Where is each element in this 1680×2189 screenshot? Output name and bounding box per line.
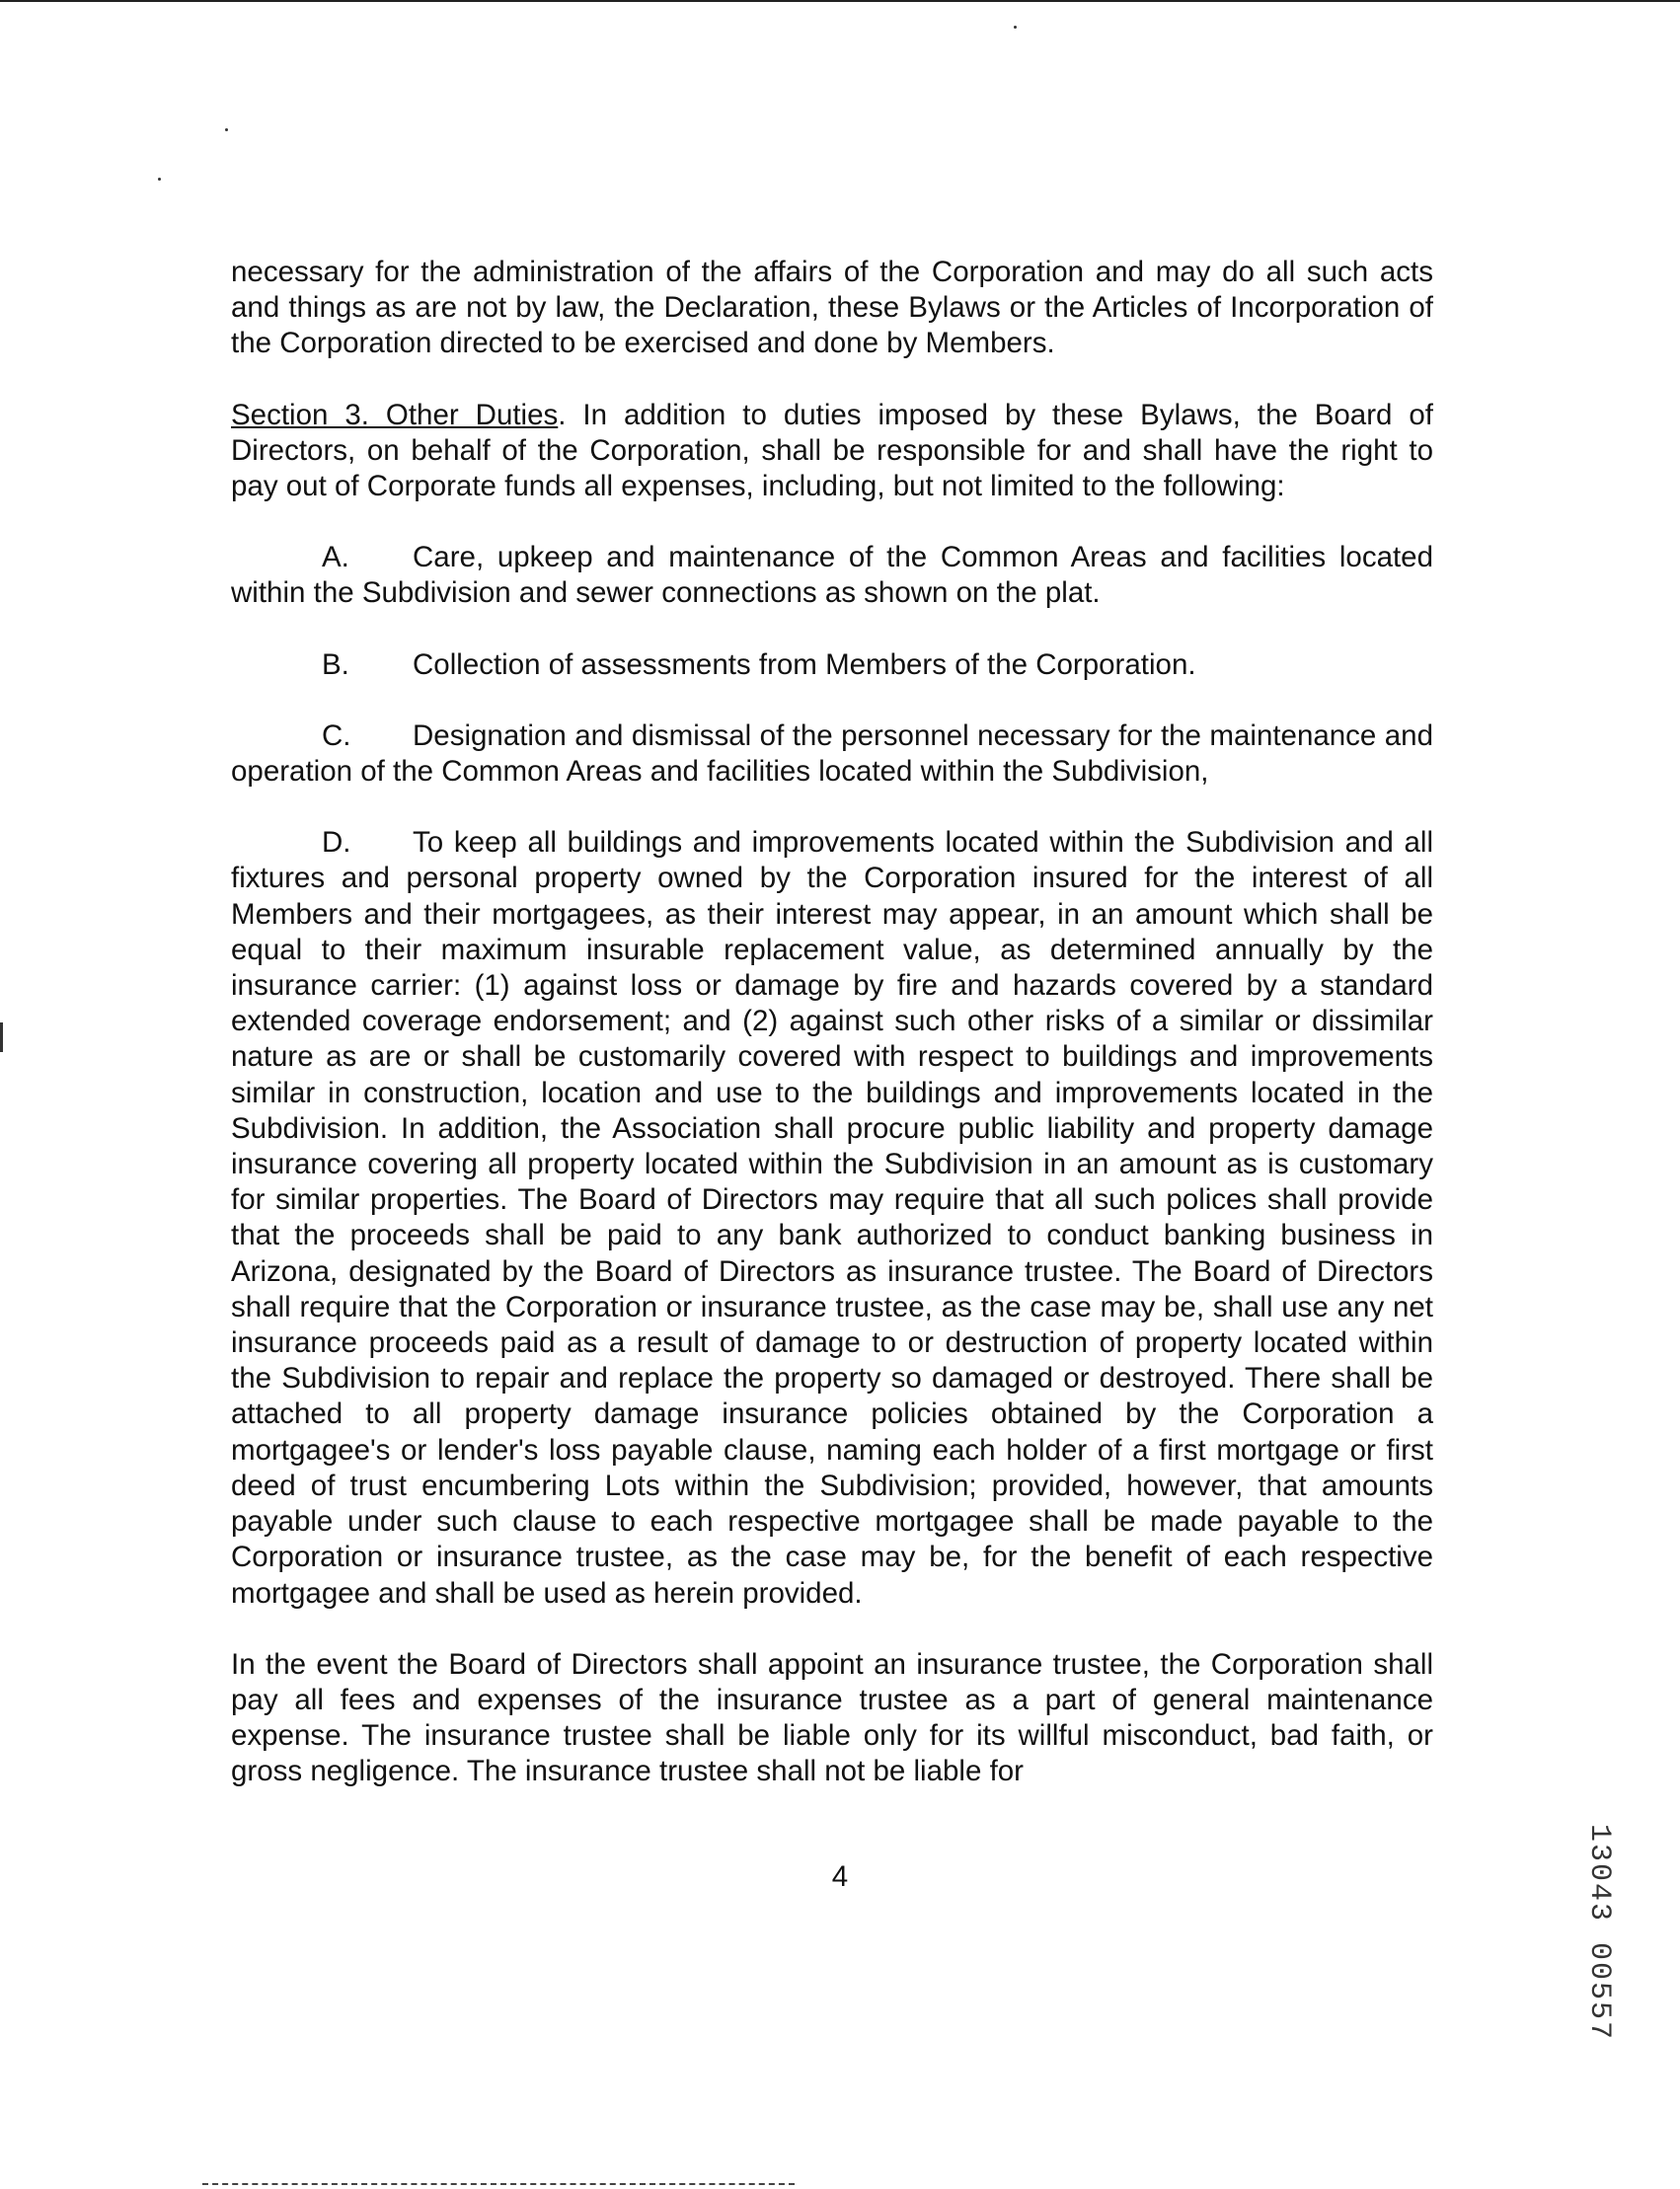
scan-edge-mark	[0, 1022, 3, 1052]
list-item-text: Collection of assessments from Members of the Corporation.	[413, 647, 1196, 681]
scan-speck	[158, 178, 161, 181]
list-item-text: Care, upkeep and maintenance of the Common Areas and facilities located within the Subdivision and sewer connections as shown on the plat.	[231, 541, 1433, 610]
paragraph-administration	[231, 255, 1433, 362]
paragraph-text: . In addition to duties imposed by these Bylaws, the Board of Directors, on behalf of the Corporation, shall be responsible for and shall have the right to pay out of Corporate funds all expenses, including, but not limited to the following:	[231, 398, 1433, 503]
list-item-b	[231, 647, 1433, 683]
paragraph-text: necessary for the administration of the affairs of the Corporation and may do all such acts and things as are not by law, the Declaration, these Bylaws or the Articles of Incorporation of the Corporation directed to be exercised and done by Members.	[231, 256, 1433, 360]
list-item-text: Designation and dismissal of the personnel necessary for the maintenance and operation of the Common Areas and facilities located within the Subdivision,	[231, 718, 1433, 789]
page-bottom-border	[202, 2183, 795, 2185]
list-item-a	[231, 540, 1433, 611]
page-number: 4	[831, 1860, 849, 1893]
list-item-c	[231, 718, 1433, 790]
recording-number: 13043 00557	[1582, 1824, 1616, 2042]
paragraph-text: In the event the Board of Directors shall appoint an insurance trustee, the Corporation shall pay all fees and expenses of the insurance trustee as a part of general maintenance expense. The insurance trustee shall be liable only for its willful misconduct, bad faith, or gross negligence. The insurance trustee shall not be liable for	[231, 1647, 1433, 1788]
list-item-label: C.	[322, 718, 351, 752]
scan-speck	[1014, 26, 1017, 29]
list-item-label: B.	[322, 647, 349, 681]
scan-speck	[225, 128, 228, 131]
list-item-d	[231, 825, 1433, 1611]
paragraph-section-3	[231, 398, 1433, 505]
list-item-label: D.	[322, 826, 351, 860]
list-item-text: To keep all buildings and improvements located within the Subdivision and all fixtures and personal property owned by the Corporation insured for the interest of all Members and their mortgagees, as their interest may appear, in an amount which shall be equal to their maximum insurable replacement value, as determined annually by the insurance carrier: (1) against loss or damage by fire and hazards covered by a standard extended coverage endorsement; and (2) against such other risks of a similar or dissimilar nature as are or shall be customarily covered with respect to buildings and improvements similar in construction, location and use to the buildings and improvements located in the Subdivision. In addition, the Association shall procure public liability and property damage insurance covering all property located within the Subdivision in an amount as is customary for similar properties. The Board of Directors may require that all such polices shall provide that the proceeds shall be paid to any bank authorized to conduct banking business in Arizona, designated by the Board of Directors as insurance trustee. The Board of Directors shall require that the Corporation or insurance trustee, as the case may be, shall use any net insurance proceeds paid as a result of damage to or destruction of property located within the Subdivision to repair and replace the property so damaged or destroyed. There shall be attached to all property damage insurance policies obtained by the Corporation a mortgagee's or lender's loss payable clause, naming each holder of a first mortgage or first deed of trust encumbering Lots within the Subdivision; provided, however, that amounts payable under such clause to each respective mortgagee shall be made payable to the Corporation or insurance trustee, as the case may be, for the benefit of each respective mortgagee and shall be used as herein provided.	[231, 826, 1433, 1610]
paragraph-insurance-trustee	[231, 1647, 1433, 1790]
document-body	[231, 255, 1433, 1826]
list-item-label: A.	[322, 541, 349, 574]
section-heading: Section 3. Other Duties	[231, 398, 559, 431]
page-top-border	[0, 0, 1680, 2]
